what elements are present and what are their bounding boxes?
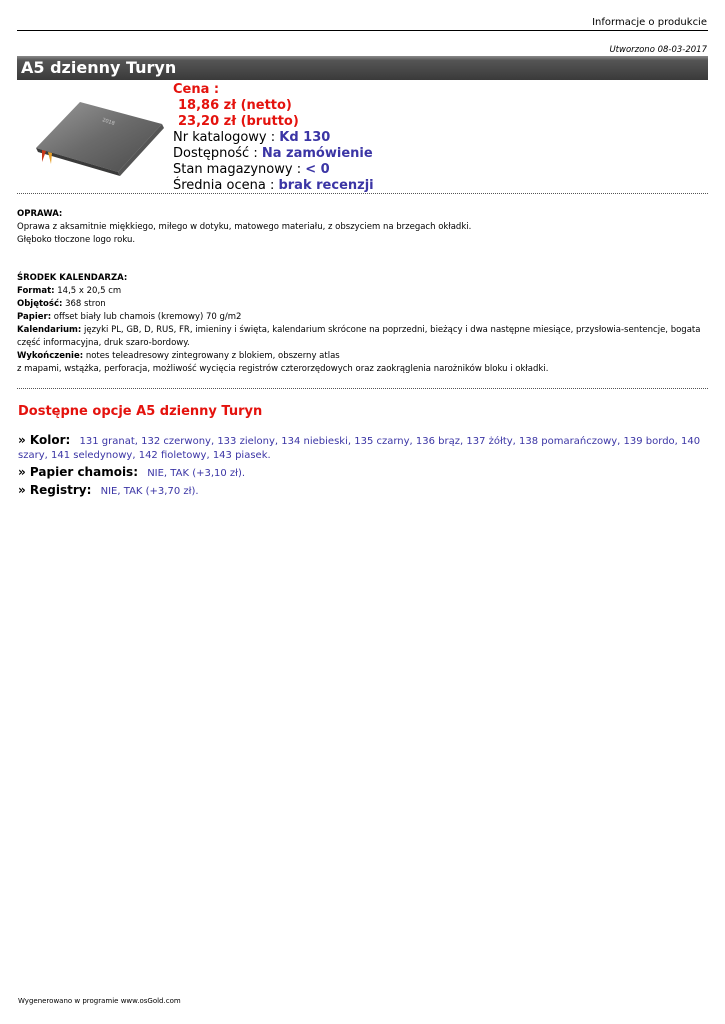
option-label: » Kolor:: [18, 433, 71, 447]
price-net: 18,86 zł (netto): [178, 98, 292, 113]
format-value: 14,5 x 20,5 cm: [57, 286, 122, 296]
option-papier-chamois: [18, 465, 708, 481]
option-registry: [18, 483, 708, 499]
option-values: NIE, TAK (+3,70 zł).: [100, 486, 199, 497]
option-kolor: [18, 433, 708, 463]
catalog-value: Kd 130: [279, 130, 331, 145]
format-label: Format:: [17, 286, 55, 296]
availability-row: [173, 146, 374, 162]
product-image: [24, 88, 166, 182]
divider: [17, 388, 708, 389]
catalog-label: Nr katalogowy :: [173, 130, 276, 145]
options-heading: Dostępne opcje A5 dzienny Turyn: [18, 404, 263, 419]
footer-text: Wygenerowano w programie www.osGold.com: [18, 997, 181, 1005]
objetosc-value: 368 stron: [65, 299, 106, 309]
description-oprawa: [17, 208, 708, 247]
product-info: [173, 82, 374, 194]
papier-label: Papier:: [17, 312, 52, 322]
kalendarium-label: Kalendarium:: [17, 325, 82, 335]
description-srodek: [17, 272, 708, 376]
wykonczenie-value-2: z mapami, wstążka, perforacja, możliwość wycięcia registrów czterorzędowych oraz zaokrąglenia narożników bloku i okładki.: [17, 364, 549, 374]
kalendarium-value: języki PL, GB, D, RUS, FR, imieniny i święta, kalendarium skrócone na poprzedni, bieżący i dwa następne miesiące, przysłowia-sentencje, bogata część informacyjna, druk szaro-bordowy.: [17, 325, 701, 348]
availability-label: Dostępność :: [173, 146, 258, 161]
rating-row: [173, 178, 374, 194]
stock-value: < 0: [305, 162, 330, 177]
options-list: [18, 433, 708, 501]
rating-label: Średnia ocena :: [173, 178, 275, 193]
papier-value: offset biały lub chamois (kremowy) 70 g/m2: [53, 312, 242, 322]
stock-label: Stan magazynowy :: [173, 162, 302, 177]
oprawa-heading: OPRAWA:: [17, 209, 63, 219]
price-label: Cena :: [173, 82, 220, 97]
oprawa-text-2: Głęboko tłoczone logo roku.: [17, 235, 136, 245]
cover-imprint: 2018: [101, 117, 116, 127]
oprawa-text: Oprawa z aksamitnie miękkiego, miłego w dotyku, matowego materiału, z obszyciem na brzegach okładki.: [17, 222, 472, 232]
srodek-heading: ŚRODEK KALENDARZA:: [17, 273, 128, 283]
price-gross: 23,20 zł (brutto): [178, 114, 299, 129]
option-label: » Papier chamois:: [18, 465, 138, 479]
rating-value: brak recenzji: [278, 178, 374, 193]
header-title: Informacje o produkcie: [592, 17, 707, 28]
catalog-row: [173, 130, 374, 146]
option-label: » Registry:: [18, 483, 92, 497]
availability-value: Na zamówienie: [261, 146, 373, 161]
stock-row: [173, 162, 374, 178]
header-divider: [17, 30, 708, 31]
objetosc-label: Objętość:: [17, 299, 63, 309]
created-date: Utworzono 08-03-2017: [609, 45, 707, 55]
wykonczenie-value: notes teleadresowy zintegrowany z blokiem, obszerny atlas: [85, 351, 340, 361]
product-title: A5 dzienny Turyn: [17, 56, 708, 80]
divider: [17, 193, 708, 194]
option-values: 131 granat, 132 czerwony, 133 zielony, 134 niebieski, 135 czarny, 136 brąz, 137 żółty, 138 pomarańczowy, 139 bordo, 140 szary, 141 seledynowy, 142 fioletowy, 143 piasek.: [18, 436, 701, 461]
option-values: NIE, TAK (+3,10 zł).: [147, 468, 246, 479]
wykonczenie-label: Wykończenie:: [17, 351, 84, 361]
